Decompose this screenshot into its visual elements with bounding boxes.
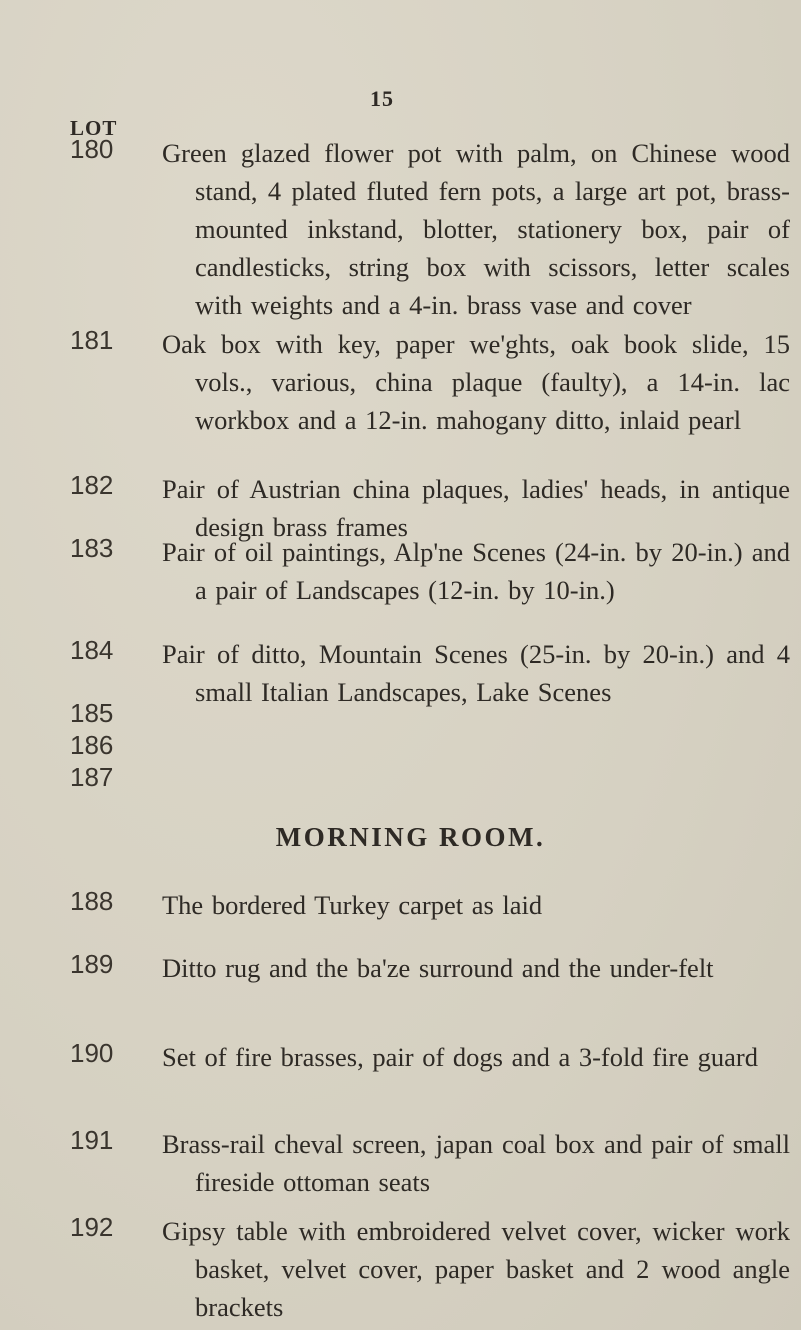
lot-number: 191 (70, 1125, 114, 1155)
lot-number: 185 (70, 698, 114, 728)
lot-description: Oak box with key, paper we'ghts, oak book slide, 15 vols., various, china plaque (faulty), a 14-in. lac workbox and a 12-in. mahogany ditto, inlaid pearl (162, 329, 790, 435)
lot-description: Green glazed flower pot with palm, on Chinese wood stand, 4 plated fluted fern pots, a large art pot, brass-mounted inkstand, blotter, stationery box, pair of candlesticks, string box with scissors, letter scales with weights and a 4-in. brass vase and cover (162, 138, 790, 320)
lot-number: 190 (70, 1038, 114, 1068)
lot-description: Set of fire brasses, pair of dogs and a 3-fold fire guard (162, 1042, 758, 1072)
lot-description: The bordered Turkey carpet as laid (162, 890, 543, 920)
lot-description: Pair of Austrian china plaques, ladies' heads, in antique design brass frames (162, 474, 790, 542)
lot-number: 183 (70, 533, 114, 563)
lot-number: 184 (70, 635, 114, 665)
page-number: 15 (370, 86, 394, 111)
lot-number: 186 (70, 730, 114, 760)
lot-number: 182 (70, 470, 114, 500)
lot-number: 180 (70, 134, 114, 164)
lot-description: Brass-rail cheval screen, japan coal box and pair of small fireside ottoman seats (162, 1129, 790, 1197)
lot-description: Gipsy table with embroidered velvet cover, wicker work basket, velvet cover, paper basket and 2 wood angle brackets (162, 1216, 790, 1322)
lot-number: 192 (70, 1212, 114, 1242)
lot-description: Pair of ditto, Mountain Scenes (25-in. by 20-in.) and 4 small Italian Landscapes, Lake Scenes (162, 639, 790, 707)
lot-column-header: LOT (70, 116, 118, 140)
lot-number: 188 (70, 886, 114, 916)
section-heading: MORNING ROOM. (275, 822, 546, 852)
lot-number: 189 (70, 949, 114, 979)
lot-number: 187 (70, 762, 114, 792)
lot-description: Ditto rug and the ba'ze surround and the under-felt (162, 953, 714, 983)
lot-number: 181 (70, 325, 114, 355)
lot-description: Pair of oil paintings, Alp'ne Scenes (24-in. by 20-in.) and a pair of Landscapes (12-in. by 10-in.) (162, 537, 790, 605)
